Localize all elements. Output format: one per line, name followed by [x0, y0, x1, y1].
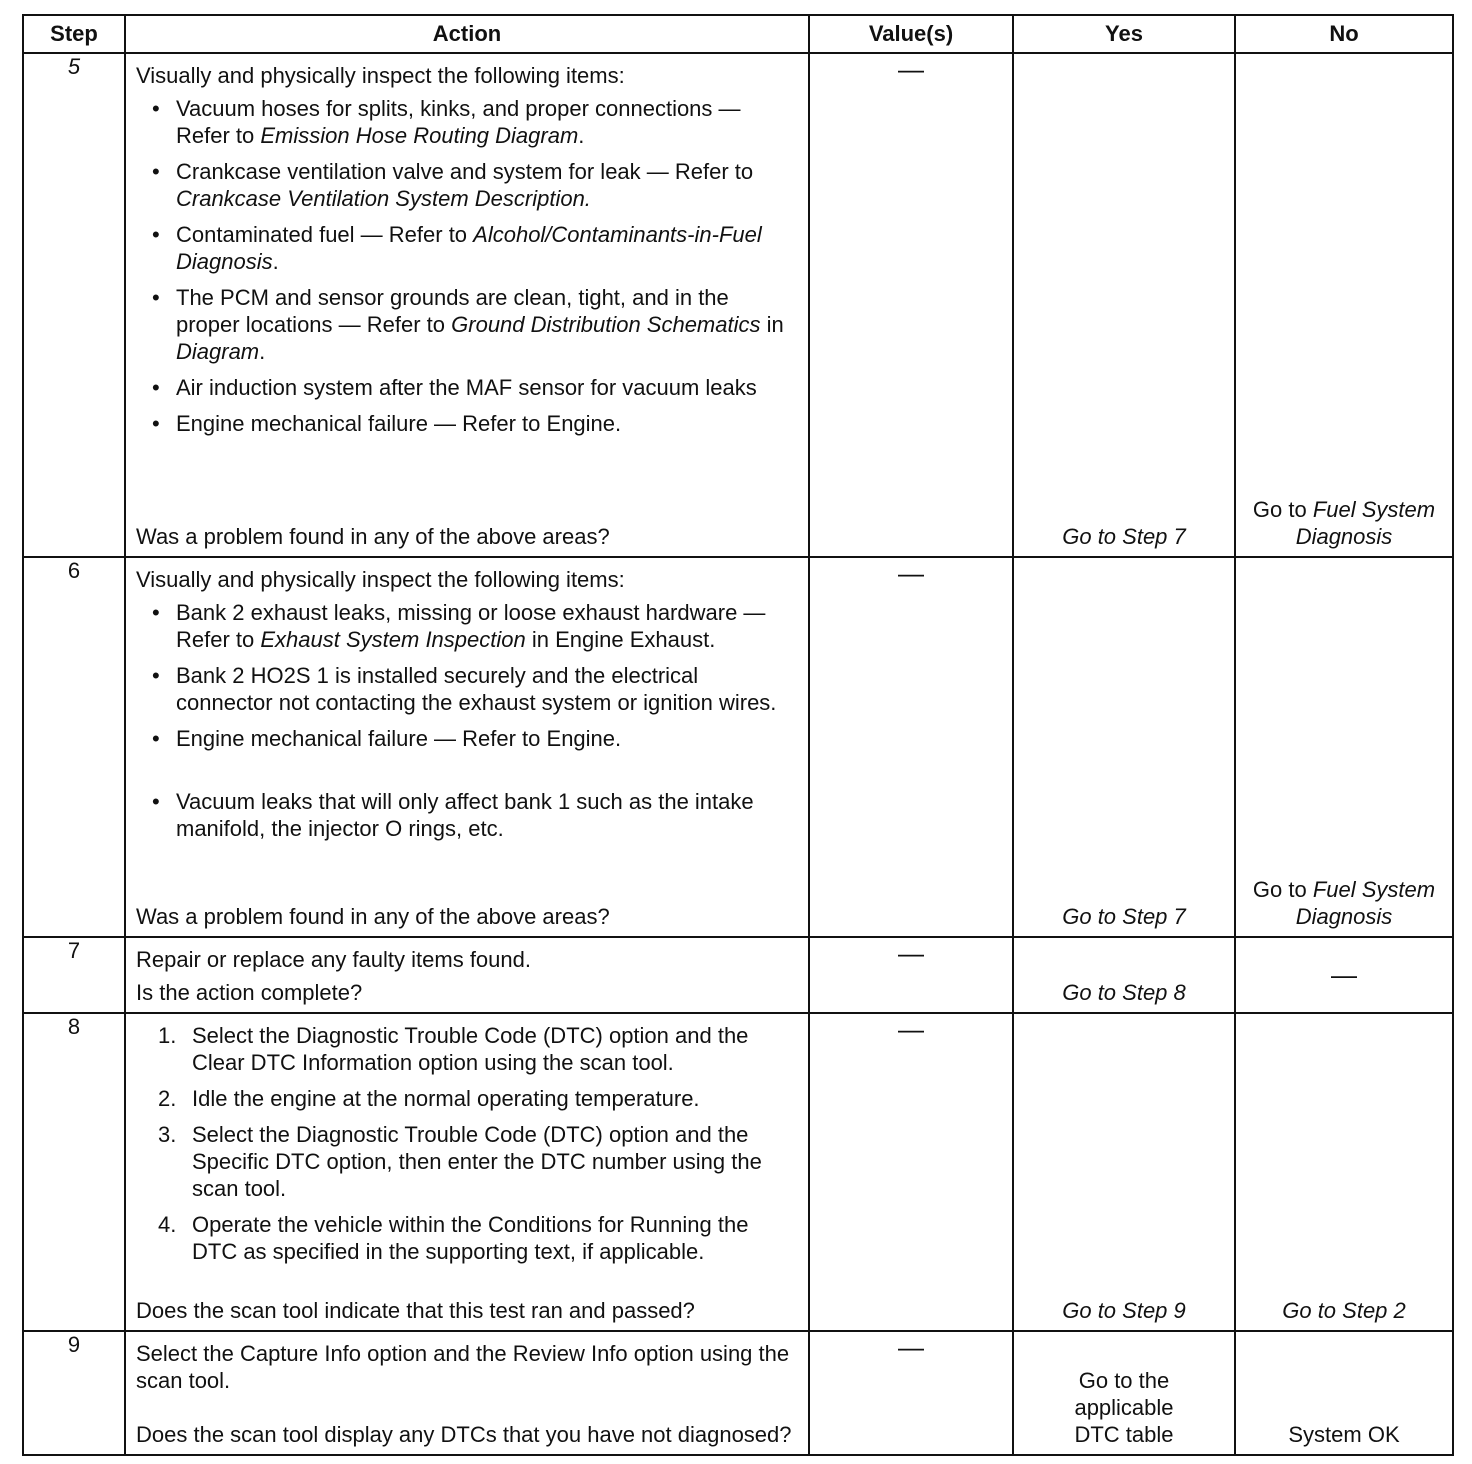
- list-item: 4. Operate the vehicle within the Conditions for Running the DTC as specified in the supporting text, if applicable.: [158, 1212, 749, 1264]
- header-step: Step: [23, 15, 125, 53]
- no-result: System OK: [1288, 1422, 1400, 1447]
- yes-cell: [1013, 937, 1235, 1013]
- yes-cell: [1013, 1331, 1235, 1455]
- header-yes: Yes: [1013, 15, 1235, 53]
- header-row: [23, 15, 1453, 53]
- action-cell: [125, 1013, 809, 1331]
- no-result: Go to Step 2: [1282, 1298, 1406, 1323]
- action-intro: Select the Capture Info option and the Review Info option using the scan tool.: [136, 1341, 790, 1393]
- no-cell: [1235, 1013, 1453, 1331]
- table-row-step-9: [23, 1331, 1453, 1455]
- no-cell: [1235, 557, 1453, 937]
- action-question: Was a problem found in any of the above areas?: [136, 904, 610, 929]
- action-intro: Repair or replace any faulty items found.: [136, 947, 531, 972]
- procedure-list: [136, 1022, 796, 1274]
- list-item: • Bank 2 exhaust leaks, missing or loose exhaust hardware — Refer to Exhaust System Inspection in Engine Exhaust.: [176, 599, 796, 653]
- step-number: 7: [23, 937, 125, 1013]
- action-intro: Visually and physically inspect the following items:: [136, 567, 625, 592]
- yes-result: Go to the applicable DTC table: [1074, 1368, 1174, 1447]
- list-item: • Vacuum hoses for splits, kinks, and proper connections — Refer to Emission Hose Routing Diagram.: [176, 95, 796, 149]
- step-number: 5: [23, 53, 125, 557]
- value-cell: —: [809, 1331, 1013, 1455]
- header-action: Action: [125, 15, 809, 53]
- yes-cell: [1013, 557, 1235, 937]
- step-number: 8: [23, 1013, 125, 1331]
- no-cell: [1235, 53, 1453, 557]
- header-no: No: [1235, 15, 1453, 53]
- no-cell: [1235, 937, 1453, 1013]
- action-cell: [125, 1331, 809, 1455]
- yes-result: Go to Step 8: [1062, 980, 1186, 1005]
- action-question: Was a problem found in any of the above areas?: [136, 524, 610, 549]
- table-row-step-6: [23, 557, 1453, 937]
- value-cell: —: [809, 557, 1013, 937]
- yes-cell: [1013, 53, 1235, 557]
- list-item: 3. Select the Diagnostic Trouble Code (DTC) option and the Specific DTC option, then enter the DTC number using the scan tool.: [158, 1122, 762, 1201]
- table-row-step-7: [23, 937, 1453, 1013]
- list-item: • The PCM and sensor grounds are clean, tight, and in the proper locations — Refer to Ground Distribution Schematics in Diagram.: [176, 284, 796, 365]
- list-item: • Contaminated fuel — Refer to Alcohol/Contaminants-in-Fuel Diagnosis.: [176, 221, 796, 275]
- inspection-list: [136, 95, 796, 446]
- step-number: 6: [23, 557, 125, 937]
- header-values: Value(s): [809, 15, 1013, 53]
- table-row-step-5: [23, 53, 1453, 557]
- step-number: 9: [23, 1331, 125, 1455]
- action-question: Does the scan tool display any DTCs that you have not diagnosed?: [136, 1422, 792, 1447]
- action-cell: [125, 53, 809, 557]
- list-item: • Crankcase ventilation valve and system for leak — Refer to Crankcase Ventilation System Description.: [176, 158, 796, 212]
- no-result: Go to Fuel System Diagnosis: [1252, 497, 1436, 549]
- table-row-step-8: [23, 1013, 1453, 1331]
- list-item: • Bank 2 HO2S 1 is installed securely and the electrical connector not contacting the exhaust system or ignition wires.: [176, 662, 796, 716]
- action-cell: [125, 937, 809, 1013]
- list-item: • Engine mechanical failure — Refer to Engine.: [176, 725, 796, 752]
- diagnostic-table: [22, 14, 1454, 1456]
- value-cell: —: [809, 937, 1013, 1013]
- action-question: Is the action complete?: [136, 980, 363, 1005]
- list-item: 1. Select the Diagnostic Trouble Code (DTC) option and the Clear DTC Information option using the scan tool.: [158, 1023, 749, 1075]
- list-item: • Engine mechanical failure — Refer to Engine.: [176, 410, 796, 437]
- no-cell: [1235, 1331, 1453, 1455]
- value-cell: —: [809, 1013, 1013, 1331]
- value-cell: —: [809, 53, 1013, 557]
- yes-result: Go to Step 7: [1062, 904, 1186, 929]
- action-question: Does the scan tool indicate that this test ran and passed?: [136, 1298, 695, 1323]
- list-item: • Air induction system after the MAF sensor for vacuum leaks: [176, 374, 796, 401]
- inspection-list: [136, 599, 796, 851]
- yes-cell: [1013, 1013, 1235, 1331]
- action-intro: Visually and physically inspect the following items:: [136, 63, 625, 88]
- list-item: • Vacuum leaks that will only affect bank 1 such as the intake manifold, the injector O rings, etc.: [176, 788, 796, 842]
- yes-result: Go to Step 7: [1062, 524, 1186, 549]
- yes-result: Go to Step 9: [1062, 1298, 1186, 1323]
- no-result: —: [1331, 959, 1357, 990]
- list-item: 2. Idle the engine at the normal operating temperature.: [158, 1086, 700, 1111]
- action-cell: [125, 557, 809, 937]
- no-result: Go to Fuel System Diagnosis: [1252, 877, 1436, 929]
